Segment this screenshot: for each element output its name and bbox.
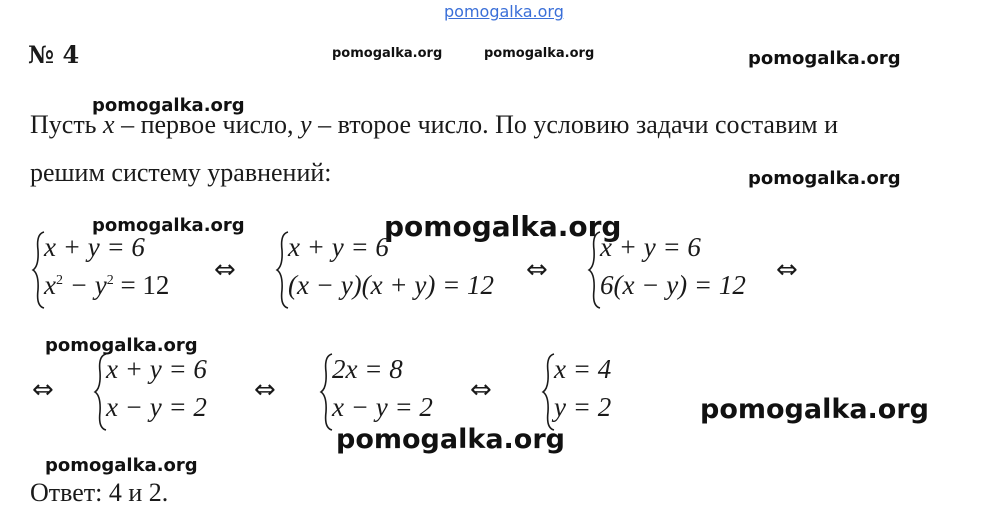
equation-system-4 [92,352,232,432]
equation: x + y = 6 [44,232,145,262]
problem-number: № 4 [28,40,80,69]
equation-system-5 [318,352,458,432]
equation: y = 2 [554,392,612,422]
watermark-top[interactable]: pomogalka.org [444,2,564,21]
equation: x + y = 6 [106,354,207,384]
watermark: pomogalka.org [45,455,198,476]
equation-system-6 [540,352,640,432]
watermark: pomogalka.org [332,46,443,61]
equation: $x^2 - y^2 = 12$ [44,270,170,300]
watermark: pomogalka.org [336,424,565,455]
equivalence-symbol: ⇔ [32,375,54,405]
equation-system-1 [30,230,200,310]
watermark: pomogalka.org [45,335,198,356]
equivalence-symbol: ⇔ [214,255,236,285]
watermark: pomogalka.org [700,394,929,425]
equation: 6(x − y) = 12 [600,270,746,300]
equation: x + y = 6 [288,232,389,262]
watermark: pomogalka.org [748,48,901,69]
equation: x + y = 6 [600,232,701,262]
equation: (x − y)(x + y) = 12 [288,270,495,300]
equivalence-symbol: ⇔ [776,255,798,285]
equation: x − y = 2 [106,392,207,422]
watermark: pomogalka.org [484,46,595,61]
answer: Ответ: 4 и 2. [30,478,169,507]
equivalence-symbol: ⇔ [470,375,492,405]
equation-system-3 [586,230,756,310]
watermark: pomogalka.org [748,168,901,189]
equation: x = 4 [554,354,612,384]
equivalence-symbol: ⇔ [254,375,276,405]
intro-line-2: решим систему уравнений: [30,158,332,187]
intro-line-1: Пусть x – первое число, y – второе число. По условию задачи составим и [30,110,839,139]
equation: 2x = 8 [332,354,403,384]
watermark: pomogalka.org [92,95,245,116]
equivalence-symbol: ⇔ [526,255,548,285]
watermark: pomogalka.org [92,215,245,236]
equation-system-2 [274,230,504,310]
watermark: pomogalka.org [384,210,622,243]
equation: x − y = 2 [332,392,433,422]
